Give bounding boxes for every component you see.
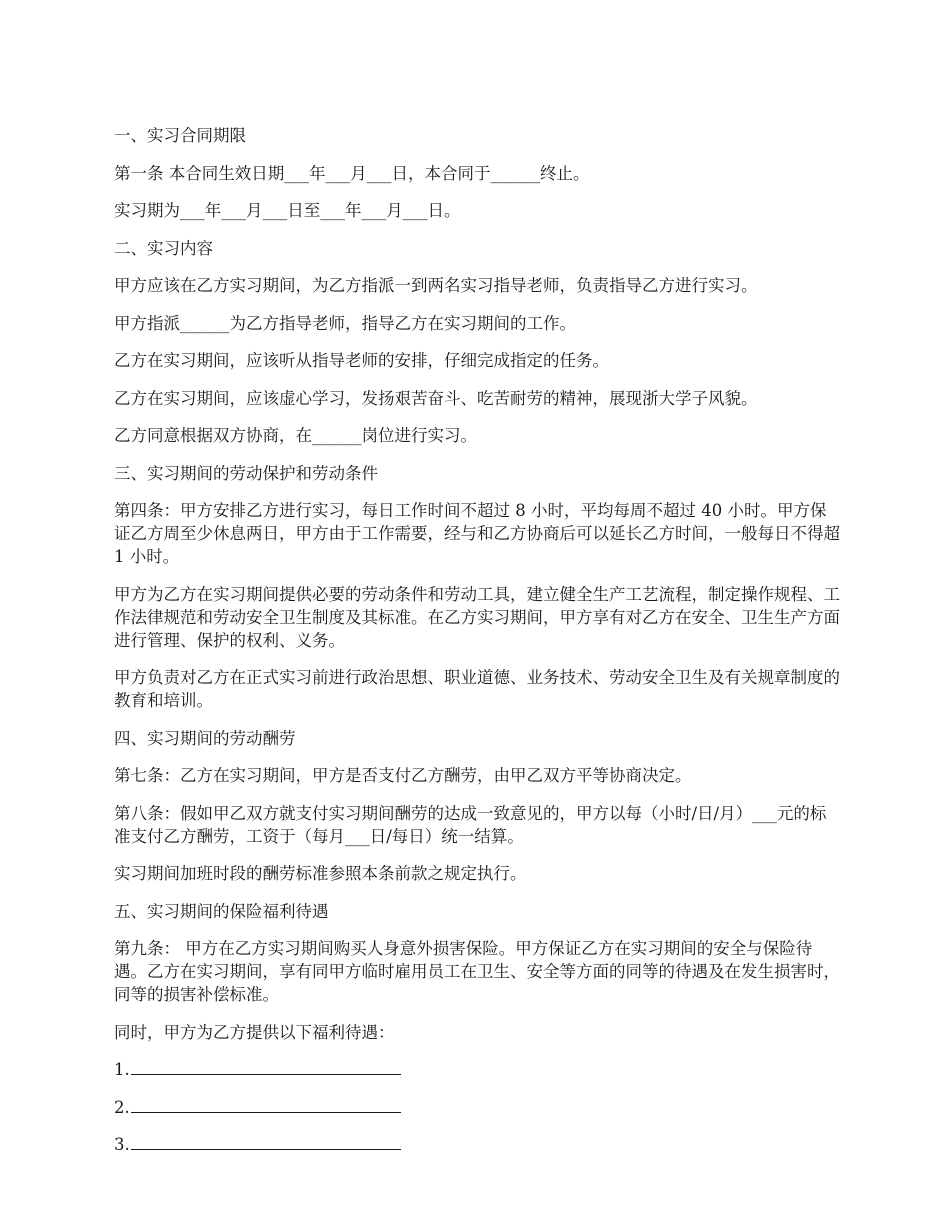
training-responsibility: 甲方负责对乙方在正式实习前进行政治思想、职业道德、业务技术、劳动安全卫生及有关规章制度的教育和培训。 [114,668,840,710]
internship-period: 实习期为___年___月___日至___年___月___日。 [114,201,461,220]
benefit-item-number: 3. [114,1135,130,1154]
section-heading-content: 二、实习内容 [114,238,213,258]
study-attitude: 乙方在实习期间，应该虚心学习，发扬艰苦奋斗、吃苦耐劳的精神，展现浙大学子风貌。 [114,388,758,408]
follow-instructions: 乙方在实习期间，应该听从指导老师的安排，仔细完成指定的任务。 [114,351,609,370]
benefit-item-1 [114,1058,840,1081]
section-heading-insurance: 五、实习期间的保险福利待遇 [114,901,329,921]
section-heading-term: 一、实习合同期限 [114,126,246,145]
mentor-assignment: 甲方应该在乙方实习期间，为乙方指派一到两名实习指导老师，负责指导乙方进行实习。 [114,276,758,295]
labor-conditions: 甲方为乙方在实习期间提供必要的劳动条件和劳动工具，建立健全生产工艺流程，制定操作规程、工作法律规范和劳动安全卫生制度及其标准。在乙方实习期间，甲方享有对乙方在安全、卫生生产方面进行管理、保护的权利、义务。 [114,584,840,650]
benefit-item-3 [114,1133,840,1156]
article-4-working-hours: 第四条：甲方安排乙方进行实习，每日工作时间不超过 8 小时，平均每周不超过 40 小时。甲方保证乙方周至少休息两日，甲方由于工作需要，经与和乙方协商后可以延长乙方时间，一般每日不得超 1 小时。 [114,501,846,566]
article-8-payment-standard: 第八条：假如甲乙双方就支付实习期间酬劳的达成一致意见的，甲方以每（小时/日/月）___元的标准支付乙方酬劳，工资于（每月___日/每日）统一结算。 [114,803,827,846]
position-agreement: 乙方同意根据双方协商，在______岗位进行实习。 [114,426,477,445]
benefits-intro: 同时，甲方为乙方提供以下福利待遇： [114,1022,395,1042]
blank-fill-line [131,1135,401,1150]
blank-fill-line [131,1098,401,1113]
mentor-designation: 甲方指派______为乙方指导老师，指导乙方在实习期间的工作。 [114,313,576,333]
benefit-item-2 [114,1096,840,1119]
section-heading-labor-protection: 三、实习期间的劳动保护和劳动条件 [114,463,378,483]
section-heading-remuneration: 四、实习期间的劳动酬劳 [114,728,296,748]
benefit-item-number: 2. [114,1097,130,1117]
blank-fill-line [131,1060,401,1075]
benefit-item-number: 1. [114,1060,130,1079]
overtime-pay: 实习期间加班时段的酬劳标准参照本条前款之规定执行。 [114,864,527,883]
article-7-remuneration: 第七条：乙方在实习期间，甲方是否支付乙方酬劳，由甲乙双方平等协商决定。 [114,766,692,785]
article-1-effective-date: 第一条 本合同生效日期___年___月___日，本合同于______终止。 [114,163,590,183]
article-9-insurance: 第九条： 甲方在乙方实习期间购买人身意外损害保险。甲方保证乙方在实习期间的安全与保险待遇。乙方在实习期间，享有同甲方临时雇用员工在卫生、安全等方面的同等的待遇及在发生损害时，同等的损害补偿标准。 [114,939,840,1004]
